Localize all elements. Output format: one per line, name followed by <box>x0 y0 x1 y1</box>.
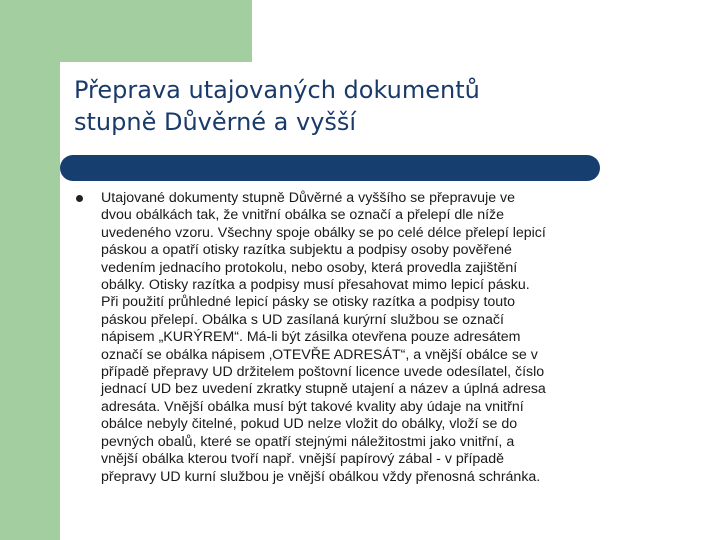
text-line: jednací UD bez uvedení zkratky stupně utajení a název a úplná adresa <box>101 381 546 398</box>
text-line: označí se obálka nápisem ‚OTEVŘE ADRESÁT“, a vnější obálce se v <box>101 346 538 363</box>
text-line: obálky. Otisky razítka a podpisy musí přesahovat mimo lepicí pásku. <box>101 277 530 294</box>
text-line: obálce nebyly čitelné, pokud UD nelze vložit do obálky, vloží se do <box>101 416 518 433</box>
text-line: případě přepravy UD držitelem poštovní licence uvede odesílatel, číslo <box>101 364 545 381</box>
top-decoration <box>0 0 252 62</box>
slide-title <box>74 74 674 138</box>
text-line: páskou a opatří otisky razítka subjektu a podpisy osoby pověřené <box>101 242 512 259</box>
side-decoration <box>0 0 60 540</box>
bullet-item <box>76 190 666 486</box>
text-line: adresáta. Vnější obálka musí být takové kvality aby údaje na vnitřní <box>101 398 524 415</box>
text-line: vnější obálka kterou tvoří např. vnější papírový zábal - v případě <box>101 451 504 468</box>
text-line: vedením jednacího protokolu, nebo osoby, která provedla zajištění <box>101 259 518 276</box>
text-line: páskou přelepí. Obálka s UD zasílaná kurýrní službou se označí <box>101 311 504 328</box>
text-line: dvou obálkách tak, že vnitřní obálka se označí a přelepí dle níže <box>101 207 505 224</box>
bullet-icon <box>76 195 83 202</box>
title-line-1: Přeprava utajovaných dokumentů <box>74 76 480 104</box>
text-line: Utajované dokumenty stupně Důvěrné a vyššího se přepravuje ve <box>101 190 516 206</box>
text-line: přepravy UD kurní službou je vnější obálkou vždy přenosná schránka. <box>101 468 541 485</box>
title-line-2: stupně Důvěrné a vyšší <box>74 108 357 136</box>
title-divider <box>60 155 600 181</box>
bullet-text <box>101 190 666 486</box>
text-line: uvedeného vzoru. Všechny spoje obálky se po celé délce přelepí lepicí <box>101 224 546 241</box>
text-line: nápisem „KURÝREM“. Má-li být zásilka otevřena pouze adresátem <box>101 329 521 346</box>
text-line: Při použití průhledné lepicí pásky se otisky razítka a podpisy touto <box>101 294 516 311</box>
text-line: pevných obalů, které se opatří stejnými náležitostmi jako vnitřní, a <box>101 433 515 450</box>
